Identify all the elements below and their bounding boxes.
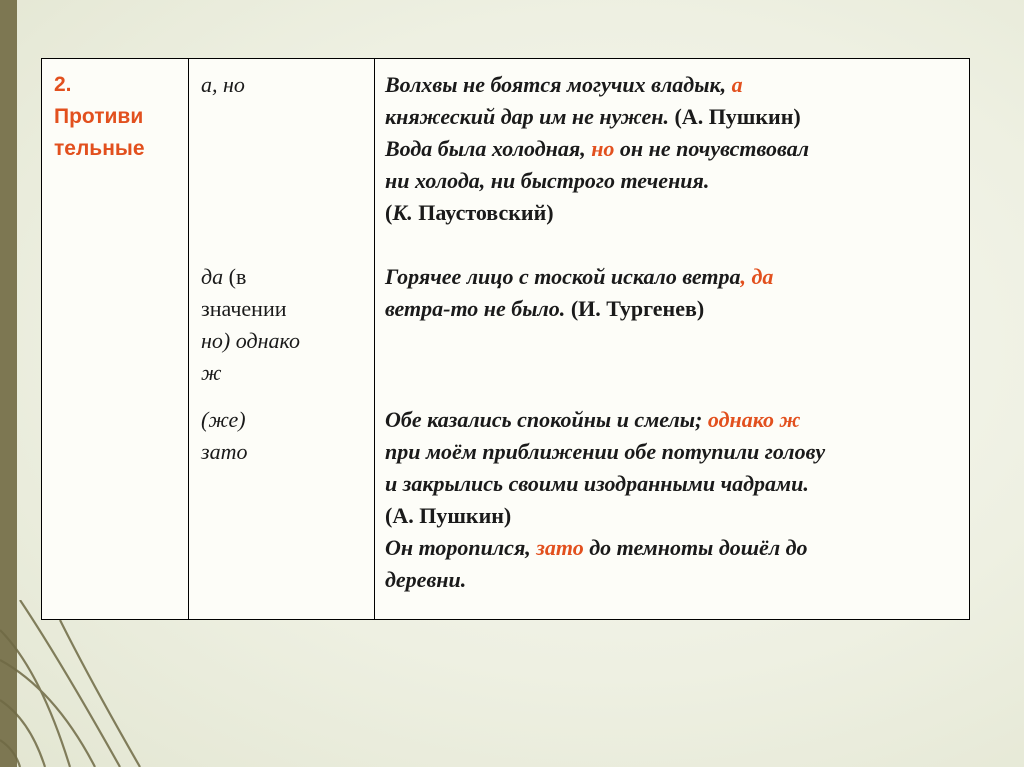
ex3-text5: Он торопился, <box>385 535 537 560</box>
ex1-line4: ни холода, ни быстрого течения. <box>385 168 710 193</box>
ex3-text: Обе казались спокойны и смелы; <box>385 407 708 432</box>
ex2-author: (И. Тургенев) <box>570 296 705 321</box>
ex1-line2 <box>385 101 963 133</box>
ex1-initial: К. <box>392 200 413 225</box>
conj-znachenii: значении <box>201 296 287 321</box>
conjunctions-cell <box>189 59 375 620</box>
ex3-line1 <box>385 404 963 436</box>
ex2-text: Горячее лицо с тоской искало ветра <box>385 264 741 289</box>
conj-da-line <box>201 261 368 293</box>
conj-group-2 <box>201 261 368 404</box>
ex1-conj-a: а <box>731 72 743 97</box>
ex2-line2 <box>385 293 963 325</box>
conj-zhe: (же) <box>201 407 246 432</box>
table-row <box>42 59 970 620</box>
ex1-conj-no: но <box>591 136 615 161</box>
ex2-text2: ветра-то не было. <box>385 296 571 321</box>
conj-da-paren: (в <box>228 264 247 289</box>
conj-no-odnako: но) однако <box>201 328 300 353</box>
ex1-text3: Вода была холодная, <box>385 136 592 161</box>
ex1-line1 <box>385 69 963 101</box>
ex3-line5 <box>385 532 963 564</box>
ex1-text: Волхвы не боятся могучих владык, <box>385 72 732 97</box>
conj-group-3 <box>201 404 368 468</box>
ex3-author: (А. Пушкин) <box>385 503 512 528</box>
example-group-1 <box>385 69 963 261</box>
conj-a-no: а, но <box>201 72 245 97</box>
conj-da: да <box>201 264 224 289</box>
decorative-lines <box>0 600 200 767</box>
ex1-author2: Паустовский) <box>412 200 554 225</box>
ex3-line2: при моём приближении обе потупили голову <box>385 439 826 464</box>
example-group-2 <box>385 261 963 404</box>
ex1-line3 <box>385 133 963 165</box>
ex1-text2: княжеский дар им не нужен. <box>385 104 675 129</box>
ex1-text3b: он не почувствовал <box>614 136 810 161</box>
ex3-text5b: до темноты дошёл до <box>583 535 808 560</box>
ex3-conj-zato: зато <box>536 535 584 560</box>
type-number: 2. <box>54 73 72 96</box>
ex3-line3: и закрылись своими изодранными чадрами. <box>385 471 809 496</box>
example-group-3 <box>385 404 963 596</box>
type-name-line2: тельные <box>54 137 145 160</box>
ex2-line1 <box>385 261 963 293</box>
ex2-conj-da: , да <box>740 264 774 289</box>
examples-cell <box>375 59 970 620</box>
ex3-conj-odnako: однако ж <box>707 407 801 432</box>
type-cell <box>42 59 189 620</box>
ex1-paren: ( <box>385 200 393 225</box>
ex3-line6: деревни. <box>385 567 467 592</box>
ex1-line5 <box>385 197 963 229</box>
conjunction-table <box>41 58 970 620</box>
conj-zh: ж <box>201 360 222 385</box>
conj-group-1 <box>201 69 368 261</box>
conj-zato: зато <box>201 439 248 464</box>
ex1-author: (А. Пушкин) <box>674 104 801 129</box>
type-name-line1: Противи <box>54 105 144 128</box>
